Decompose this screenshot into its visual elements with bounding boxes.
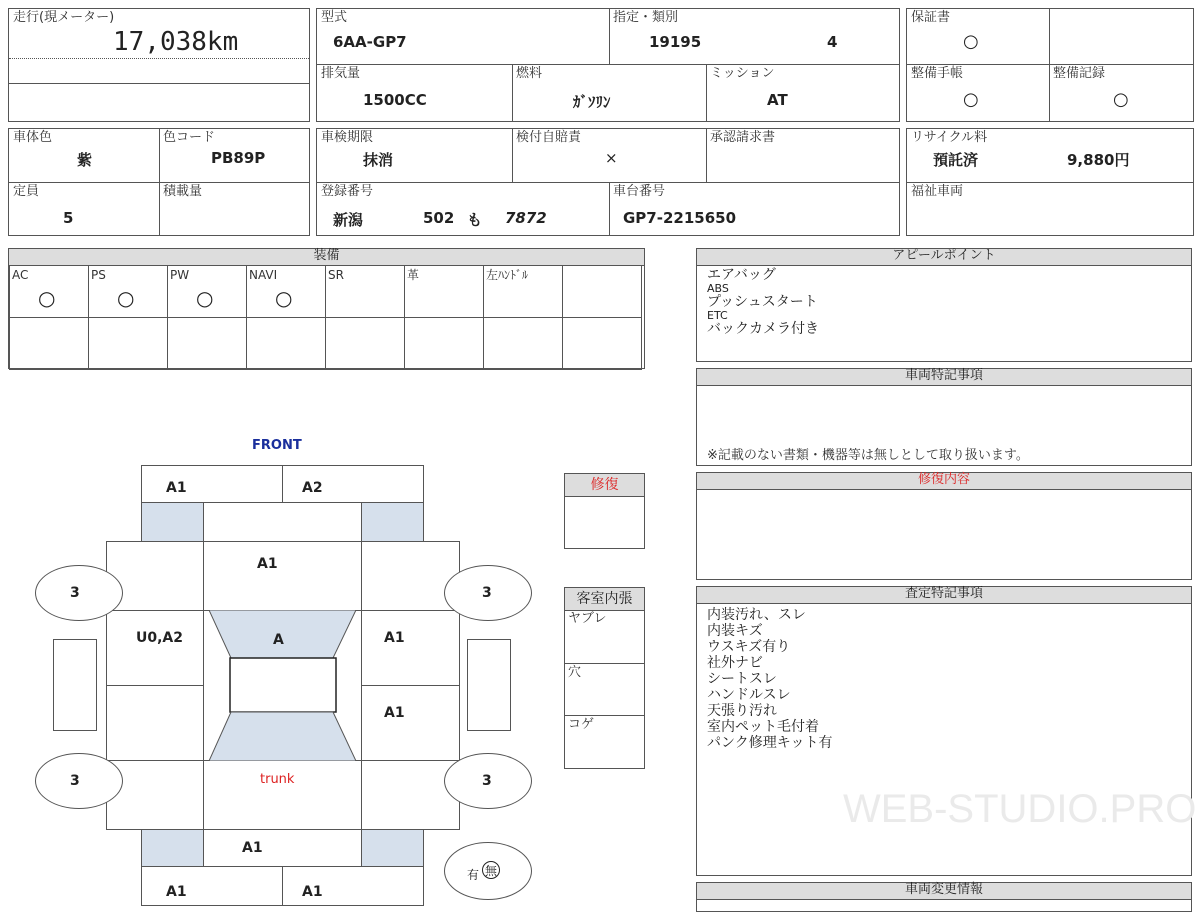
insp-vline-2	[706, 129, 707, 182]
equipment-mark: ○	[275, 286, 293, 310]
equipment-cell	[246, 265, 326, 318]
rear-window	[209, 712, 356, 761]
interior-hline-1	[565, 663, 644, 664]
registration-number: 7872	[505, 209, 547, 227]
rear-panel-grade: A1	[242, 840, 263, 856]
right-side-step[interactable]	[467, 639, 511, 731]
assessment-list	[707, 607, 832, 751]
rear-left-pillar[interactable]	[141, 829, 204, 867]
trunk-label: trunk	[260, 772, 295, 787]
spare-yes: 有	[467, 868, 480, 882]
special-notes-box	[696, 368, 1192, 466]
displacement-value: 1500CC	[363, 91, 427, 109]
roof	[230, 658, 336, 712]
insurance-value: ×	[605, 149, 618, 167]
assessment-line: シートスレ	[707, 671, 777, 687]
front-bumper-right-grade: A2	[302, 480, 323, 496]
equipment-cell	[562, 317, 642, 370]
designation-label: 指定・類別	[613, 10, 679, 25]
displacement-label: 排気量	[321, 66, 361, 81]
rear-bumper-left-grade: A1	[166, 884, 187, 900]
repair-small-box	[564, 473, 645, 549]
maint-book-label: 整備手帳	[911, 66, 964, 81]
special-notes-title: 車両特記事項	[697, 369, 1191, 386]
repair-small-title: 修復	[565, 474, 644, 497]
spec-vline-2	[512, 64, 513, 121]
color-hline	[9, 182, 309, 183]
model-label: 型式	[321, 10, 348, 25]
inspection-value: 抹消	[363, 151, 394, 169]
assessment-line: パンク修理キット有	[707, 735, 833, 751]
equipment-cell	[483, 265, 563, 318]
recycle-hline	[907, 182, 1193, 183]
assessment-box	[696, 586, 1197, 876]
color-label: 車体色	[13, 130, 53, 145]
inspection-box	[316, 128, 900, 236]
equipment-cell	[88, 265, 168, 318]
capacity-value: 5	[63, 209, 74, 227]
equipment-mark: ○	[196, 286, 214, 310]
rear-bumper-right-grade: A1	[302, 884, 323, 900]
color-code-value: PB89P	[211, 149, 266, 167]
interior-title: 客室内張	[565, 588, 644, 611]
right-fender-grade: A1	[384, 630, 405, 646]
change-info-title: 車両変更情報	[697, 883, 1191, 900]
interior-row-tear: ヤブレ	[568, 611, 607, 626]
insp-vline-3	[609, 182, 610, 235]
equipment-label: AC	[12, 268, 29, 282]
windshield-grade: A	[273, 632, 284, 648]
insp-vline-1	[512, 129, 513, 182]
tire-front-left-grade: 3	[70, 585, 80, 601]
rear-right-pillar[interactable]	[361, 829, 424, 867]
doc-vline	[1049, 9, 1050, 121]
chassis-value: GP7-2215650	[623, 209, 737, 227]
color-code-label: 色コード	[163, 130, 216, 145]
left-front-door[interactable]	[106, 610, 204, 686]
repair-details-box	[696, 472, 1192, 580]
tire-front-right-grade: 3	[482, 585, 492, 601]
load-label: 積載量	[163, 184, 203, 199]
right-rear-door[interactable]	[361, 685, 460, 761]
mission-value: AT	[767, 91, 788, 109]
maint-book-value: ○	[963, 89, 979, 110]
equipment-cell	[9, 317, 89, 370]
equipment-label: NAVI	[249, 268, 278, 282]
mileage-divider	[9, 58, 309, 59]
right-front-door[interactable]	[361, 610, 460, 686]
assessment-line: 社外ナビ	[707, 655, 763, 671]
hood-top[interactable]	[203, 502, 362, 542]
assessment-line: 天張り汚れ	[707, 703, 777, 719]
assessment-title: 査定特記事項	[697, 587, 1191, 604]
rear-bumper-left[interactable]	[141, 866, 283, 906]
equipment-cell	[325, 265, 405, 318]
document-box	[906, 8, 1194, 122]
appeal-line: エアバッグ	[707, 267, 776, 283]
equipment-cell	[246, 317, 326, 370]
approval-label: 承認請求書	[710, 130, 776, 145]
color-value: 紫	[77, 151, 93, 169]
equipment-cell	[404, 265, 484, 318]
mileage-label: 走行(現メーター)	[13, 10, 115, 25]
registration-region: 新潟	[333, 211, 364, 229]
recycle-status: 預託済	[933, 151, 979, 169]
interior-hline-2	[565, 715, 644, 716]
appeal-line: バックカメラ付き	[707, 321, 819, 337]
interior-row-burn: コゲ	[568, 717, 595, 732]
recycle-box	[906, 128, 1194, 236]
mileage-divider-2	[9, 83, 309, 84]
capacity-label: 定員	[13, 184, 40, 199]
appeal-line: プッシュスタート	[707, 294, 818, 310]
assessment-line: ウスキズ有り	[707, 639, 791, 655]
repair-details-title: 修復内容	[697, 473, 1191, 490]
warranty-value: ○	[963, 31, 979, 52]
equipment-cell	[167, 317, 247, 370]
assessment-line: 内装キズ	[707, 623, 763, 639]
equipment-label: SR	[328, 268, 344, 282]
recycle-label: リサイクル料	[911, 130, 988, 145]
assessment-line: 内装汚れ、スレ	[707, 607, 806, 623]
model-value: 6AA-GP7	[333, 33, 407, 51]
maint-record-label: 整備記録	[1053, 66, 1106, 81]
watermark: WEB-STUDIO.PRO	[843, 787, 1197, 831]
equipment-label: 革	[407, 268, 420, 282]
left-fender-grade: U0,A2	[136, 630, 184, 646]
spec-vline-1	[609, 9, 610, 64]
equipment-cell	[88, 317, 168, 370]
interior-box	[564, 587, 645, 769]
equipment-cell	[404, 317, 484, 370]
equipment-label: 左ﾊﾝﾄﾞﾙ	[486, 268, 529, 282]
spare-no: 無	[482, 861, 500, 879]
fuel-value: ｶﾞｿﾘﾝ	[573, 93, 611, 111]
mission-label: ミッション	[710, 66, 775, 81]
equipment-cell	[325, 317, 405, 370]
insp-hline	[317, 182, 899, 183]
trunk-panel[interactable]	[203, 760, 362, 830]
tire-rear-right-grade: 3	[482, 773, 492, 789]
maint-record-value: ○	[1113, 89, 1129, 110]
left-side-step[interactable]	[53, 639, 97, 731]
front-right-pillar[interactable]	[361, 502, 424, 542]
hood-grade: A1	[257, 556, 278, 572]
appeal-box	[696, 248, 1192, 362]
appeal-line: ETC	[707, 309, 728, 322]
spec-vline-3	[706, 64, 707, 121]
front-bumper-left[interactable]	[141, 465, 283, 503]
warranty-label: 保証書	[911, 10, 951, 25]
welfare-label: 福祉車両	[911, 184, 964, 199]
special-notes-footer: ※記載のない書類・機器等は無しとして取り扱います。	[707, 448, 1029, 463]
front-label: FRONT	[252, 438, 302, 453]
change-info-box	[696, 882, 1192, 912]
inspection-label: 車検期限	[321, 130, 374, 145]
equipment-label: PW	[170, 268, 190, 282]
mileage-box	[8, 8, 310, 122]
equipment-mark: ○	[38, 286, 56, 310]
car-diagram	[0, 430, 560, 900]
equipment-cell	[9, 265, 89, 318]
registration-class: 502	[423, 209, 455, 227]
equipment-mark: ○	[117, 286, 135, 310]
assessment-line: 室内ペット毛付着	[707, 719, 819, 735]
right-quarter[interactable]	[361, 760, 460, 830]
tire-rear-left-grade: 3	[70, 773, 80, 789]
right-door-grade: A1	[384, 705, 405, 721]
appeal-list	[707, 267, 819, 337]
left-quarter[interactable]	[106, 760, 204, 830]
equipment-label: PS	[91, 268, 106, 282]
front-bumper-left-grade: A1	[166, 480, 187, 496]
designation-value-1: 19195	[649, 33, 702, 51]
chassis-label: 車台番号	[613, 184, 666, 199]
designation-value-2: 4	[827, 33, 838, 51]
interior-row-hole: 穴	[568, 665, 582, 680]
doc-hline	[907, 64, 1193, 65]
appeal-title: アピールポイント	[697, 249, 1191, 266]
registration-kana: も	[467, 211, 483, 229]
equipment-cell	[167, 265, 247, 318]
rear-panel[interactable]	[203, 829, 362, 867]
mileage-value: 17,038km	[113, 27, 239, 57]
equipment-table	[8, 248, 645, 369]
spec-box	[316, 8, 900, 122]
equipment-cell	[562, 265, 642, 318]
spec-hline	[317, 64, 899, 65]
assessment-line: ハンドルスレ	[707, 687, 791, 703]
registration-label: 登録番号	[321, 184, 374, 199]
insurance-label: 検付自賠責	[516, 130, 582, 145]
color-box	[8, 128, 310, 236]
equipment-cell	[483, 317, 563, 370]
appeal-line: ABS	[707, 282, 729, 295]
left-rear-door[interactable]	[106, 685, 204, 761]
fuel-label: 燃料	[516, 66, 543, 81]
recycle-amount: 9,880円	[1067, 151, 1130, 169]
equipment-title: 装備	[9, 249, 644, 266]
front-left-pillar[interactable]	[141, 502, 204, 542]
